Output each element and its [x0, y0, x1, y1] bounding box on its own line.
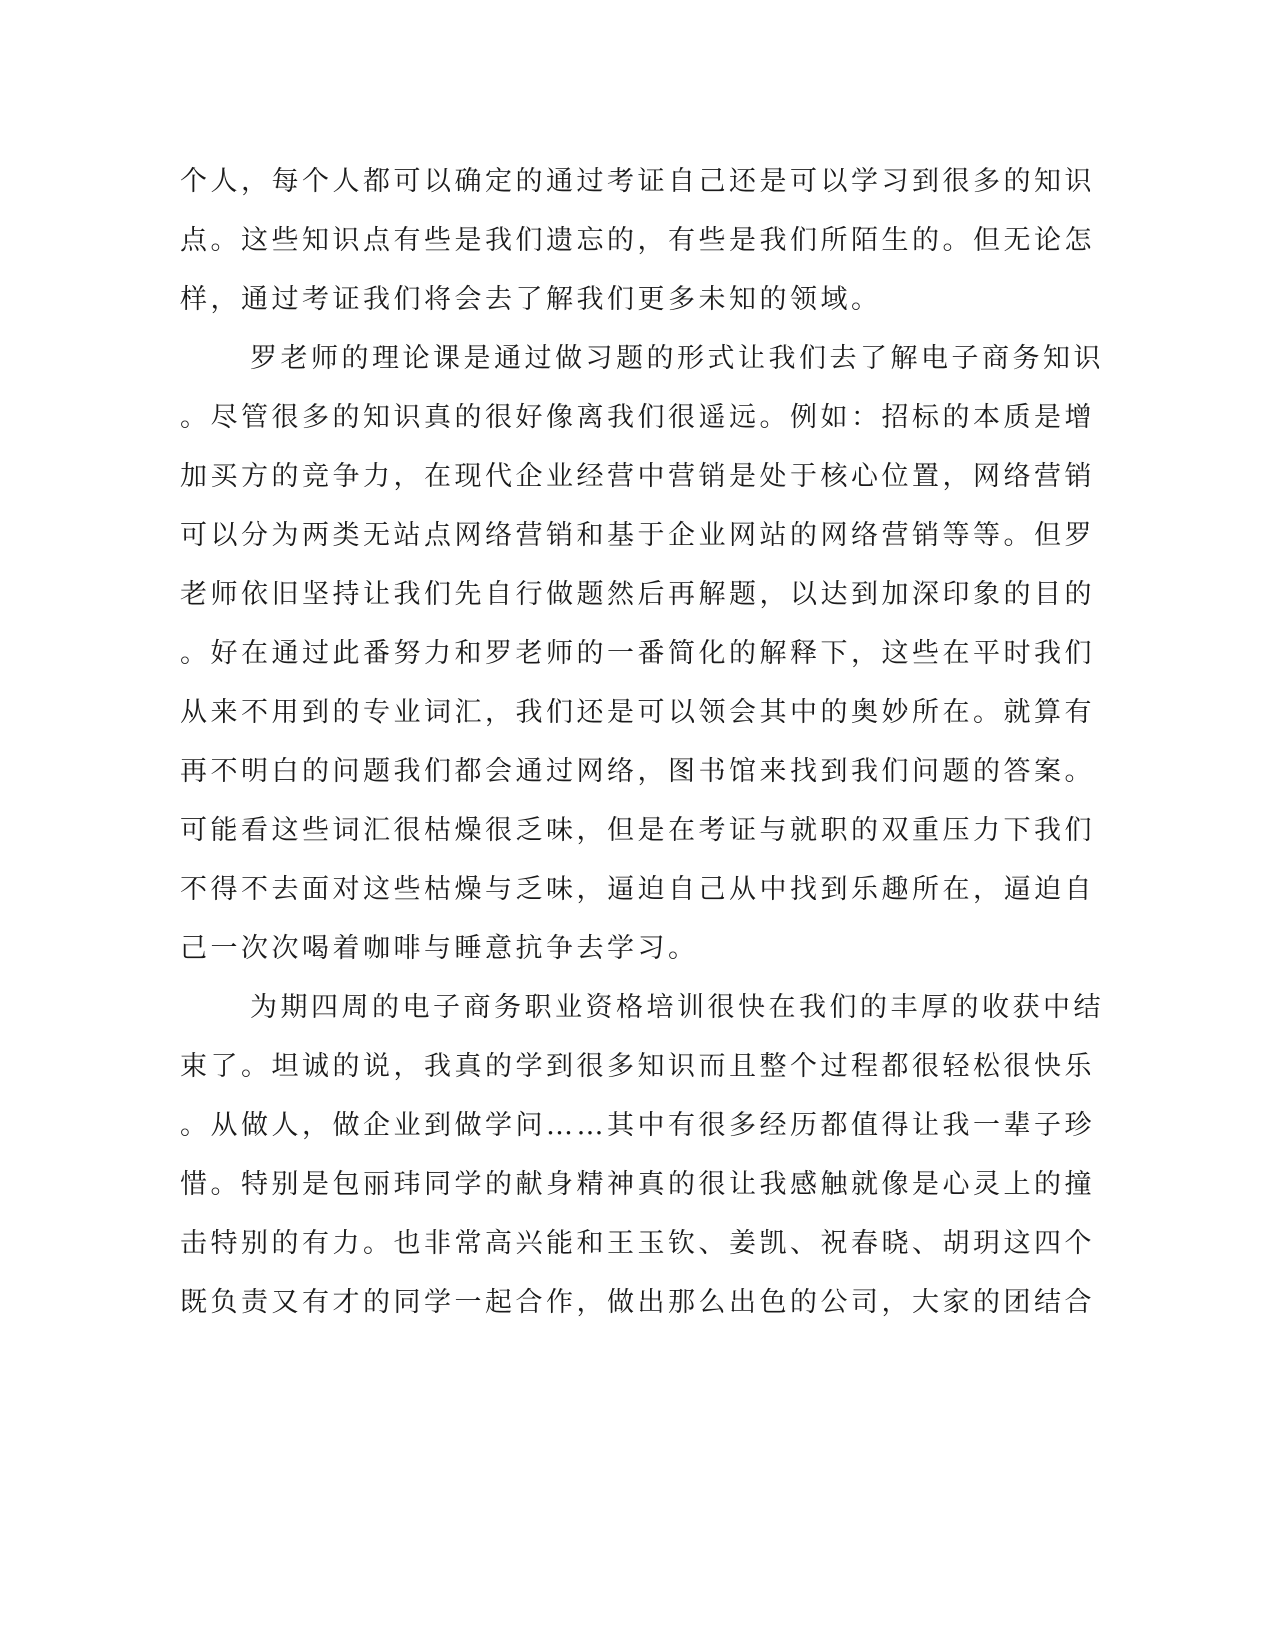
paragraph-3-line-1: 为期四周的电子商务职业资格培训很快在我们的丰厚的收获中结 [250, 992, 1104, 1023]
text-line-7: 可以分为两类无站点网络营销和基于企业网站的网络营销等等。但罗 [180, 520, 1095, 551]
paragraph-2-line-1: 罗老师的理论课是通过做习题的形式让我们去了解电子商务知识 [250, 343, 1104, 374]
text-line-8: 老师依旧坚持让我们先自行做题然后再解题，以达到加深印象的目的 [180, 579, 1095, 610]
text-line-10: 从来不用到的专业词汇，我们还是可以领会其中的奥妙所在。就算有 [180, 697, 1095, 728]
text-line-5: 。尽管很多的知识真的很好像离我们很遥远。例如：招标的本质是增 [180, 402, 1095, 433]
text-line-18: 惜。特别是包丽玮同学的献身精神真的很让我感触就像是心灵上的撞 [180, 1169, 1095, 1200]
text-line-11: 再不明白的问题我们都会通过网络，图书馆来找到我们问题的答案。 [180, 756, 1095, 787]
text-line-16: 束了。坦诚的说，我真的学到很多知识而且整个过程都很轻松很快乐 [180, 1051, 1095, 1082]
text-line-14: 己一次次喝着咖啡与睡意抗争去学习。 [180, 933, 699, 964]
text-line-9: 。好在通过此番努力和罗老师的一番简化的解释下，这些在平时我们 [180, 638, 1095, 669]
text-line-17: 。从做人，做企业到做学问……其中有很多经历都值得让我一辈子珍 [180, 1110, 1095, 1141]
text-line-19: 击特别的有力。也非常高兴能和王玉钦、姜凯、祝春晓、胡玥这四个 [180, 1228, 1095, 1259]
text-line-13: 不得不去面对这些枯燥与乏味，逼迫自己从中找到乐趣所在，逼迫自 [180, 874, 1095, 905]
text-line-12: 可能看这些词汇很枯燥很乏味，但是在考证与就职的双重压力下我们 [180, 815, 1095, 846]
text-line-1: 个人，每个人都可以确定的通过考证自己还是可以学习到很多的知识 [180, 166, 1095, 197]
text-line-20: 既负责又有才的同学一起合作，做出那么出色的公司，大家的团结合 [180, 1287, 1095, 1318]
text-line-3: 样，通过考证我们将会去了解我们更多未知的领域。 [180, 284, 882, 315]
text-line-6: 加买方的竞争力，在现代企业经营中营销是处于核心位置，网络营销 [180, 461, 1095, 492]
text-line-2: 点。这些知识点有些是我们遗忘的，有些是我们所陌生的。但无论怎 [180, 225, 1095, 256]
